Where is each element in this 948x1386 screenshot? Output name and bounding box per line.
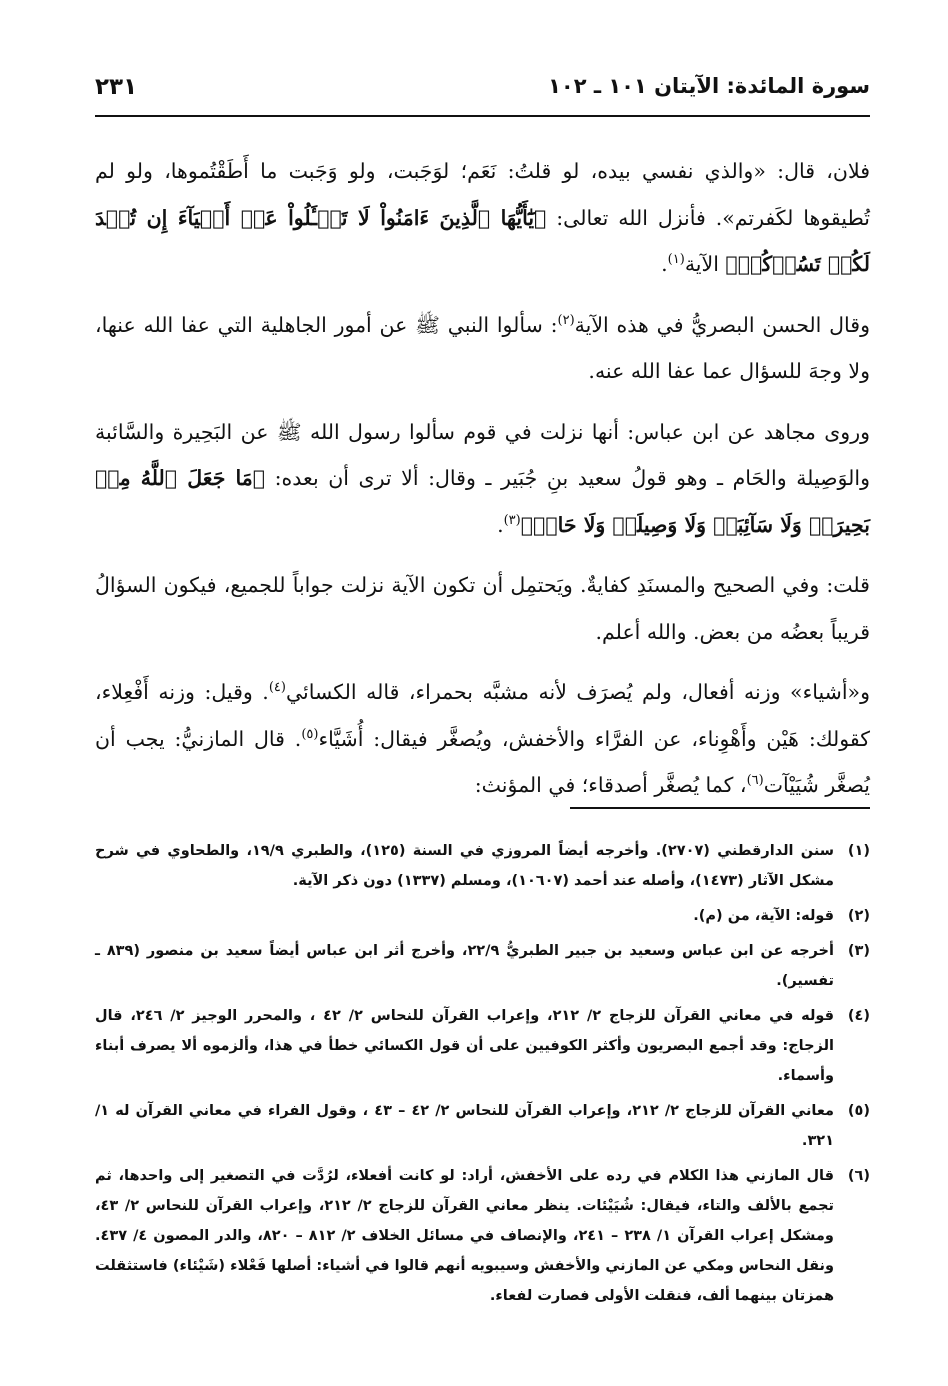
- footnote: [95, 836, 870, 896]
- footnote-number: (٦): [847, 1168, 870, 1184]
- text-run: الآية: [684, 252, 726, 276]
- footnote: [95, 936, 870, 996]
- footnote-number: (٢): [847, 908, 870, 924]
- header-rule: [95, 115, 870, 117]
- text-run: ، كما يُصغَّر أصدقاء؛ في المؤنث:: [474, 773, 747, 797]
- footnote-text: قوله في معاني القرآن للزجاج ٢/ ٢١٢، وإعراب القرآن للنحاس ٢/ ٤٢ ، والمحرر الوجيز ٢/ ٢٤٦، قال الزجاج: وقد أجمع البصريون وأكثر الكوفيين على أن قول الكسائي خطأ في هذا، وألزموه ألا يصرف أبناء وأسماء.: [95, 1008, 834, 1084]
- quran-verse: ﴿مَا جَعَلَ ٱللَّهُ مِنۢ بَحِيرَةٖ وَلَا سَآئِبَةٖ وَلَا وَصِيلَةٖ وَلَا حَامٖ﴾: [95, 466, 870, 537]
- footnote-ref[interactable]: (٢): [557, 312, 575, 328]
- footnote: [95, 1001, 870, 1091]
- footnotes: [95, 836, 870, 1316]
- footnote-ref[interactable]: (٤): [268, 680, 286, 696]
- text-run: .: [497, 512, 504, 537]
- paragraph: [95, 409, 870, 549]
- footnote-ref[interactable]: (٦): [746, 773, 764, 789]
- text-run: .: [661, 252, 668, 276]
- footnote-text: قوله: الآية، من (م).: [693, 908, 834, 924]
- main-text: [95, 148, 870, 823]
- footnote-text: أخرجه عن ابن عباس وسعيد بن جبير الطبريُّ ٢٢/٩، وأخرج أثر ابن عباس أيضاً سعيد بن منصور (٨٣٩ ـ تفسير).: [95, 943, 834, 989]
- paragraph: [95, 562, 870, 655]
- footnote-ref[interactable]: (٥): [301, 726, 319, 742]
- text-run: وقال الحسن البصريُّ في هذه الآية: [574, 312, 870, 337]
- paragraph: [95, 669, 870, 809]
- surah-title: سورة المائدة: الآيتان ١٠١ ـ ١٠٢: [548, 74, 870, 98]
- footnote-number: (٤): [847, 1008, 870, 1024]
- running-header: [95, 70, 870, 110]
- footnote-number: (٥): [847, 1103, 870, 1119]
- footnote-text: معاني القرآن للزجاج ٢/ ٢١٢، وإعراب القرآن للنحاس ٢/ ٤٢ – ٤٣ ، وقول الفراء في معاني القرآن له ١/ ٣٢١.: [95, 1103, 834, 1149]
- footnote: [95, 1096, 870, 1156]
- text-run: . وقيل: وزنه أَفْعِلاء، كقولك: هَيْن وأَهْوِناء، عن الفرَّاء والأخفش، ويُصغَّر فيقال: أُشَيَّاء: [95, 680, 870, 751]
- footnote-text: قال المازني هذا الكلام في رده على الأخفش، أراد: لو كانت أفعلاء، لرُدَّت في التصغير إلى واحدها، ثم تجمع بالألف والتاء، فيقال: شُيَيْئات. ينظر معاني القرآن للزجاج ٢/ ٢١٢، وإعراب القرآن للنحاس ٢/ ٤٣، ومشكل إعراب القرآن ١/ ٢٣٨ – ٢٤١، والإنصاف في مسائل الخلاف ٢/ ٨١٢ – ٨٢٠، والدر المصون ٤/ ٤٣٧. ونقل النحاس ومكي عن المازني والأخفش وسيبويه أنهم قالوا في أشياء: أصلها فَعْلاء (شَيْئاء) فاستثقلت همزتان بينهما ألف، فنقلت الأولى فصارت لفعاء.: [95, 1168, 834, 1304]
- page-number: ٢٣١: [95, 74, 138, 100]
- footnote-number: (١): [847, 843, 870, 859]
- footnote-number: (٣): [847, 943, 870, 959]
- text-run: فلان، قال: «والذي نفسي بيده، لو قلتُ: نَعَم؛ لوَجَبت، ولو وَجَبت ما أَطَقْتُموها، ولو لم تُطيقوها لكَفرتم». فأنزل الله تعالى:: [95, 159, 870, 230]
- footnote-ref[interactable]: (٣): [503, 512, 521, 528]
- quran-verse: ﴿يَٰٓأَيُّهَا ٱلَّذِينَ ءَامَنُواْ لَا تَسۡـَٔلُواْ عَنۡ أَشۡيَآءَ إِن تُبۡدَ لَكُمۡ تَسُؤۡكُمۡ﴾: [95, 205, 870, 276]
- text-run: وروى مجاهد عن ابن عباس: أنها نزلت في قوم سألوا رسول الله ﷺ عن البَحِيرة والسَّائبة والوَصِيلة والحَام ـ وهو قولُ سعيد بنِ جُبَير ـ وقال: ألا ترى أن بعده:: [95, 419, 870, 490]
- footnote-ref[interactable]: (١): [667, 252, 685, 268]
- text-run: : سألوا النبي ﷺ عن أمور الجاهلية التي عفا الله عنها، ولا وجهَ للسؤال عما عفا الله عنه.: [95, 312, 870, 383]
- paragraph: [95, 148, 870, 288]
- text-run: . قال المازنيُّ: يجب أن يُصغَّر شُيَيْآت: [95, 726, 870, 797]
- footnote: [95, 901, 870, 931]
- footnote-text: سنن الدارقطني (٢٧٠٧). وأخرجه أيضاً المروزي في السنة (١٢٥)، والطبري ١٩/٩، والطحاوي في شرح مشكل الآثار (١٤٧٣)، وأصله عند أحمد (١٠٦٠٧)، ومسلم (١٣٣٧) دون ذكر الآية.: [95, 843, 834, 889]
- text-run: و«أشياء» وزنه أفعال، ولم يُصرَف لأنه مشبَّه بحمراء، قاله الكسائي: [285, 680, 870, 704]
- footnote-separator: [570, 807, 870, 809]
- text-run: قلت: وفي الصحيح والمسنَدِ كفايةٌ. ويَحتمِل أن تكون الآية نزلت جواباً للجميع، فيكون السؤالُ قريباً بعضُه من بعض. والله أعلم.: [95, 573, 870, 644]
- paragraph: [95, 302, 870, 395]
- footnote: [95, 1161, 870, 1311]
